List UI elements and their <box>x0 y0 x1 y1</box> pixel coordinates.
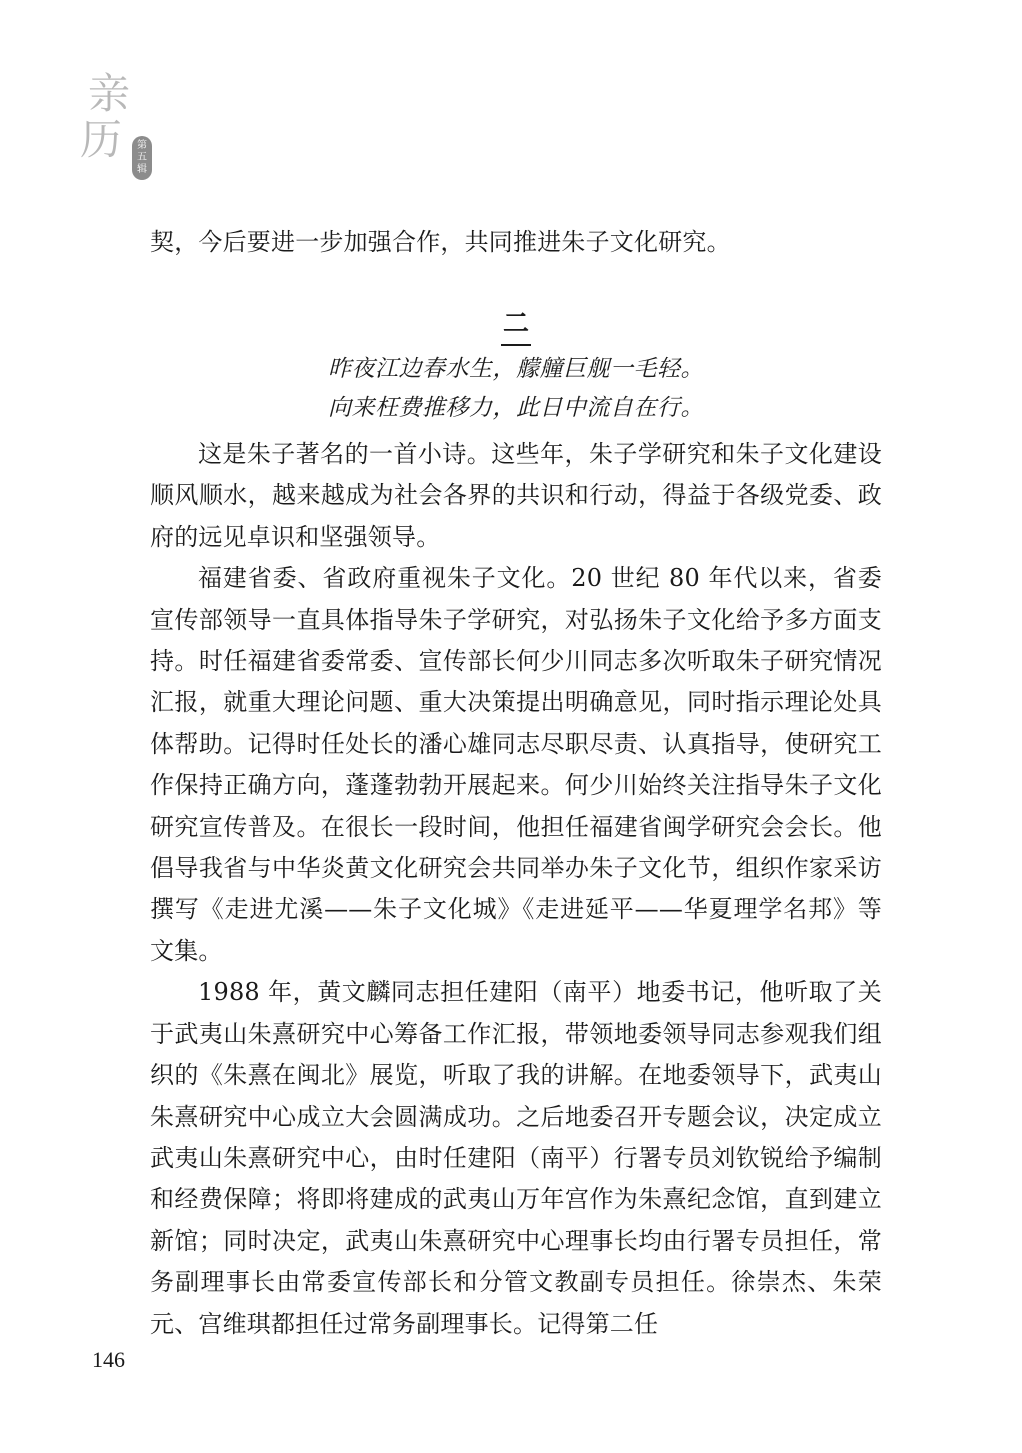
paragraph: 福建省委、省政府重视朱子文化。20 世纪 80 年代以来，省委宣传部领导一直具体指导朱子学研究，对弘扬朱子文化给予多方面支持。时任福建省委常委、宣传部长何少川同志多次听取朱子研究情况汇报，就重大理论问题、重大决策提出明确意见，同时指示理论处具体帮助。记得时任处长的潘心雄同志尽职尽责、认真指导，使研究工作保持正确方向，蓬蓬勃勃开展起来。何少川始终关注指导朱子文化研究宣传普及。在很长一段时间，他担任福建省闽学研究会会长。他倡导我省与中华炎黄文化研究会共同举办朱子文化节，组织作家采访撰写《走进尤溪——朱子文化城》《走进延平——华夏理学名邦》等文集。 <box>150 564 882 965</box>
series-logo-badge-line-3: 辑 <box>137 164 147 175</box>
page-content <box>150 222 882 263</box>
series-logo-badge-line-1: 第 <box>137 140 147 151</box>
paragraph: 这是朱子著名的一首小诗。这些年，朱子学研究和朱子文化建设顺风顺水，越来越成为社会各界的共识和行动，得益于各级党委、政府的远见卓识和坚强领导。 <box>150 440 882 551</box>
section-marker <box>150 304 882 346</box>
poem-line: 向来枉费推移力，此日中流自在行。 <box>328 395 704 421</box>
paragraph: 1988 年，黄文麟同志担任建阳（南平）地委书记，他听取了关于武夷山朱熹研究中心筹备工作汇报，带领地委领导同志参观我们组织的《朱熹在闽北》展览，听取了我的讲解。在地委领导下，武夷山朱熹研究中心成立大会圆满成功。之后地委召开专题会议，决定成立武夷山朱熹研究中心，由时任建阳（南平）行署专员刘钦锐给予编制和经费保障；将即将建成的武夷山万年宫作为朱熹纪念馆，直到建立新馆；同时决定，武夷山朱熹研究中心理事长均由行署专员担任，常务副理事长由常委宣传部长和分管文教副专员担任。徐崇杰、朱荣元、宫维琪都担任过常务副理事长。记得第二任 <box>150 978 882 1338</box>
poem-line: 昨夜江边春水生，艨艟巨舰一毛轻。 <box>328 356 704 382</box>
section-number: 二 <box>501 304 531 346</box>
series-logo <box>80 62 162 184</box>
poem-block <box>150 350 882 428</box>
body-text <box>150 434 882 1345</box>
series-logo-badge-line-2: 五 <box>137 152 147 163</box>
lead-paragraph: 契，今后要进一步加强合作，共同推进朱子文化研究。 <box>150 228 731 256</box>
page-number: 146 <box>92 1347 125 1372</box>
series-logo-text-bottom: 历 <box>80 115 123 164</box>
series-logo-mark <box>80 62 162 184</box>
series-logo-text-top: 亲 <box>88 69 131 118</box>
